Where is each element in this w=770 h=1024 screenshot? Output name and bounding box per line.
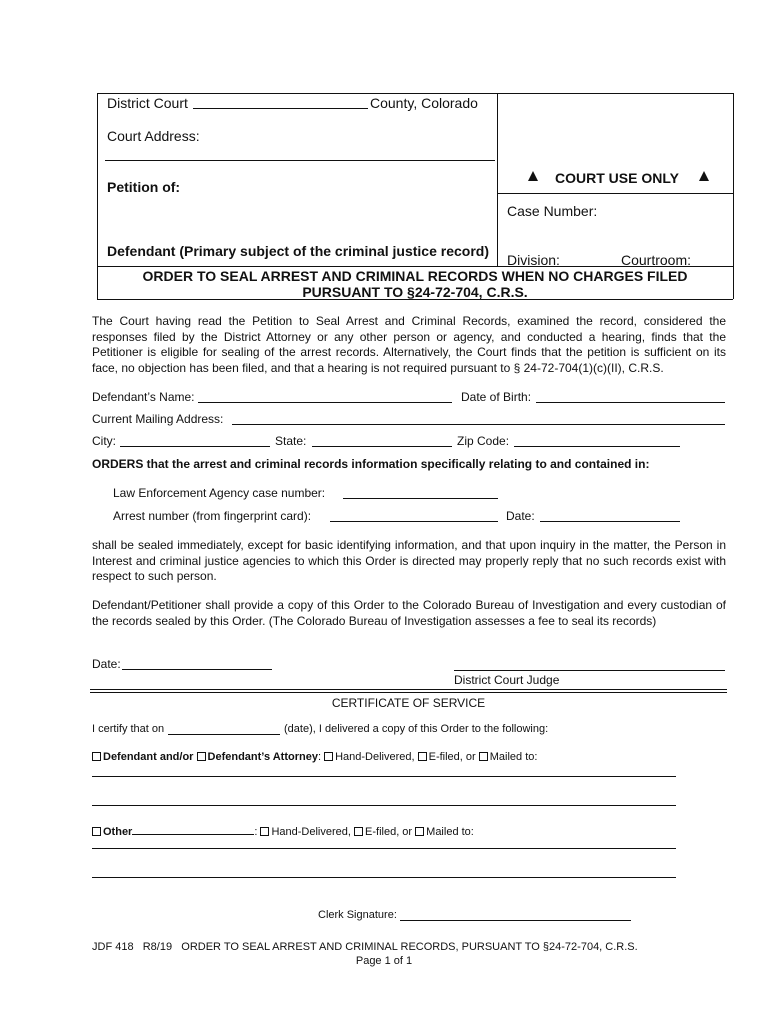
efiled-checkbox[interactable] xyxy=(418,752,427,761)
form-id: JDF 418 R8/19 ORDER TO SEAL ARREST AND CRIMINAL RECORDS, PURSUANT TO §24-72-704, C.R.S. xyxy=(92,941,638,953)
attorney-option-label: Defendant’s Attorney xyxy=(207,751,318,763)
mailed-checkbox[interactable] xyxy=(479,752,488,761)
arrow-up-icon xyxy=(699,168,709,186)
arrest-date-field[interactable] xyxy=(540,521,680,522)
judge-signature-line[interactable] xyxy=(454,670,725,671)
other-service-row: Other : Hand-Delivered, E-filed, or Mailed to: xyxy=(92,823,474,838)
city-label: City: xyxy=(92,434,116,448)
divider xyxy=(90,689,727,690)
order-date-field[interactable] xyxy=(122,669,272,670)
clerk-signature-field[interactable] xyxy=(400,920,631,921)
county-label: County, Colorado xyxy=(370,95,478,111)
defendant-service-row: Defendant and/or Defendant’s Attorney: Hand-Delivered, E-filed, or Mailed to: xyxy=(92,751,537,763)
defendant-checkbox[interactable] xyxy=(92,752,101,761)
state-label: State: xyxy=(275,434,307,448)
hand-delivered-label: Hand-Delivered, xyxy=(335,751,415,763)
zip-label: Zip Code: xyxy=(457,434,510,448)
defendant-address-line[interactable] xyxy=(92,805,676,806)
page-number: Page 1 of 1 xyxy=(355,955,413,967)
mailed-to-label: Mailed to: xyxy=(426,826,474,838)
order-date-label: Date: xyxy=(92,657,121,671)
copy-paragraph: Defendant/Petitioner shall provide a copy of this Order to the Colorado Bureau of Investigation and every custodian of the records sealed by this Order. (The Colorado Bureau of Investigation assesses a fee to seal its records) xyxy=(92,598,726,628)
other-name-field[interactable] xyxy=(132,823,254,835)
mailed-checkbox[interactable] xyxy=(415,827,424,836)
mailing-address-field[interactable] xyxy=(232,424,725,425)
certify-prefix: I certify that on xyxy=(92,723,165,735)
defendant-option-label: Defendant and/or xyxy=(103,751,194,763)
arrest-date-label: Date: xyxy=(506,509,535,523)
date-of-birth-label: Date of Birth: xyxy=(461,390,532,404)
mailed-to-label: Mailed to: xyxy=(489,751,538,763)
mailing-address-label: Current Mailing Address: xyxy=(92,412,224,426)
certify-date-field[interactable] xyxy=(168,734,280,735)
division-label: Division: xyxy=(507,252,560,268)
efiled-label: E-filed, or xyxy=(365,826,413,838)
courtroom-label: Courtroom: xyxy=(621,252,692,268)
order-title xyxy=(97,268,733,300)
agency-case-number-field[interactable] xyxy=(343,498,498,499)
other-address-line[interactable] xyxy=(92,848,676,849)
divider xyxy=(90,692,727,693)
case-number-label: Case Number: xyxy=(507,203,598,219)
certify-suffix: (date), I delivered a copy of this Order to the following: xyxy=(284,723,549,735)
defendants-name-label: Defendant’s Name: xyxy=(92,390,195,404)
state-field[interactable] xyxy=(312,446,452,447)
city-field[interactable] xyxy=(120,446,270,447)
efiled-label: E-filed, or xyxy=(428,751,476,763)
sealed-paragraph: shall be sealed immediately, except for basic identifying information, and that upon inquiry in the matter, the Person in Interest and criminal justice agencies to which this Order is directed may properly reply that no such records exist with respect to such person. xyxy=(92,538,726,583)
agency-case-number-label: Law Enforcement Agency case number: xyxy=(113,486,326,500)
court-use-only-label: COURT USE ONLY xyxy=(555,170,679,186)
defendants-name-field[interactable] xyxy=(198,402,452,403)
date-of-birth-field[interactable] xyxy=(536,402,725,403)
district-court-label: District Court xyxy=(107,95,188,111)
clerk-signature-label: Clerk Signature: xyxy=(318,909,397,921)
orders-heading: ORDERS that the arrest and criminal records information specifically relating to and contained in: xyxy=(92,457,650,471)
title-line-2: PURSUANT TO §24-72-704, C.R.S. xyxy=(302,284,528,300)
judge-label: District Court Judge xyxy=(454,673,560,687)
hand-delivered-checkbox[interactable] xyxy=(324,752,333,761)
other-address-line[interactable] xyxy=(92,877,676,878)
arrest-number-label: Arrest number (from fingerprint card): xyxy=(113,509,312,523)
title-line-1: ORDER TO SEAL ARREST AND CRIMINAL RECORDS WHEN NO CHARGES FILED xyxy=(142,268,688,284)
zip-field[interactable] xyxy=(514,446,680,447)
efiled-checkbox[interactable] xyxy=(354,827,363,836)
county-field[interactable] xyxy=(193,108,368,109)
other-checkbox[interactable] xyxy=(92,827,101,836)
petition-of-label: Petition of: xyxy=(107,179,181,195)
intro-paragraph: The Court having read the Petition to Seal Arrest and Criminal Records, examined the record, considered the responses filed by the District Attorney or any other person or agency, and conducted a hearing, finds that the Petitioner is eligible for sealing of the arrest records. Alternatively, the Court finds that the petition is sufficient on its face, no objection has been filed, and that a hearing is not required pursuant to § 24-72-704(1)(c)(II), C.R.S. xyxy=(92,314,726,375)
defendant-address-line[interactable] xyxy=(92,776,676,777)
attorney-checkbox[interactable] xyxy=(197,752,206,761)
other-option-label: Other xyxy=(103,826,133,838)
defendant-label: Defendant (Primary subject of the criminal justice record) xyxy=(107,243,489,259)
arrow-up-icon xyxy=(528,168,538,186)
court-address-label: Court Address: xyxy=(107,128,200,144)
arrest-number-field[interactable] xyxy=(330,521,498,522)
hand-delivered-label: Hand-Delivered, xyxy=(271,826,351,838)
certificate-heading: CERTIFICATE OF SERVICE xyxy=(331,696,486,710)
hand-delivered-checkbox[interactable] xyxy=(260,827,269,836)
